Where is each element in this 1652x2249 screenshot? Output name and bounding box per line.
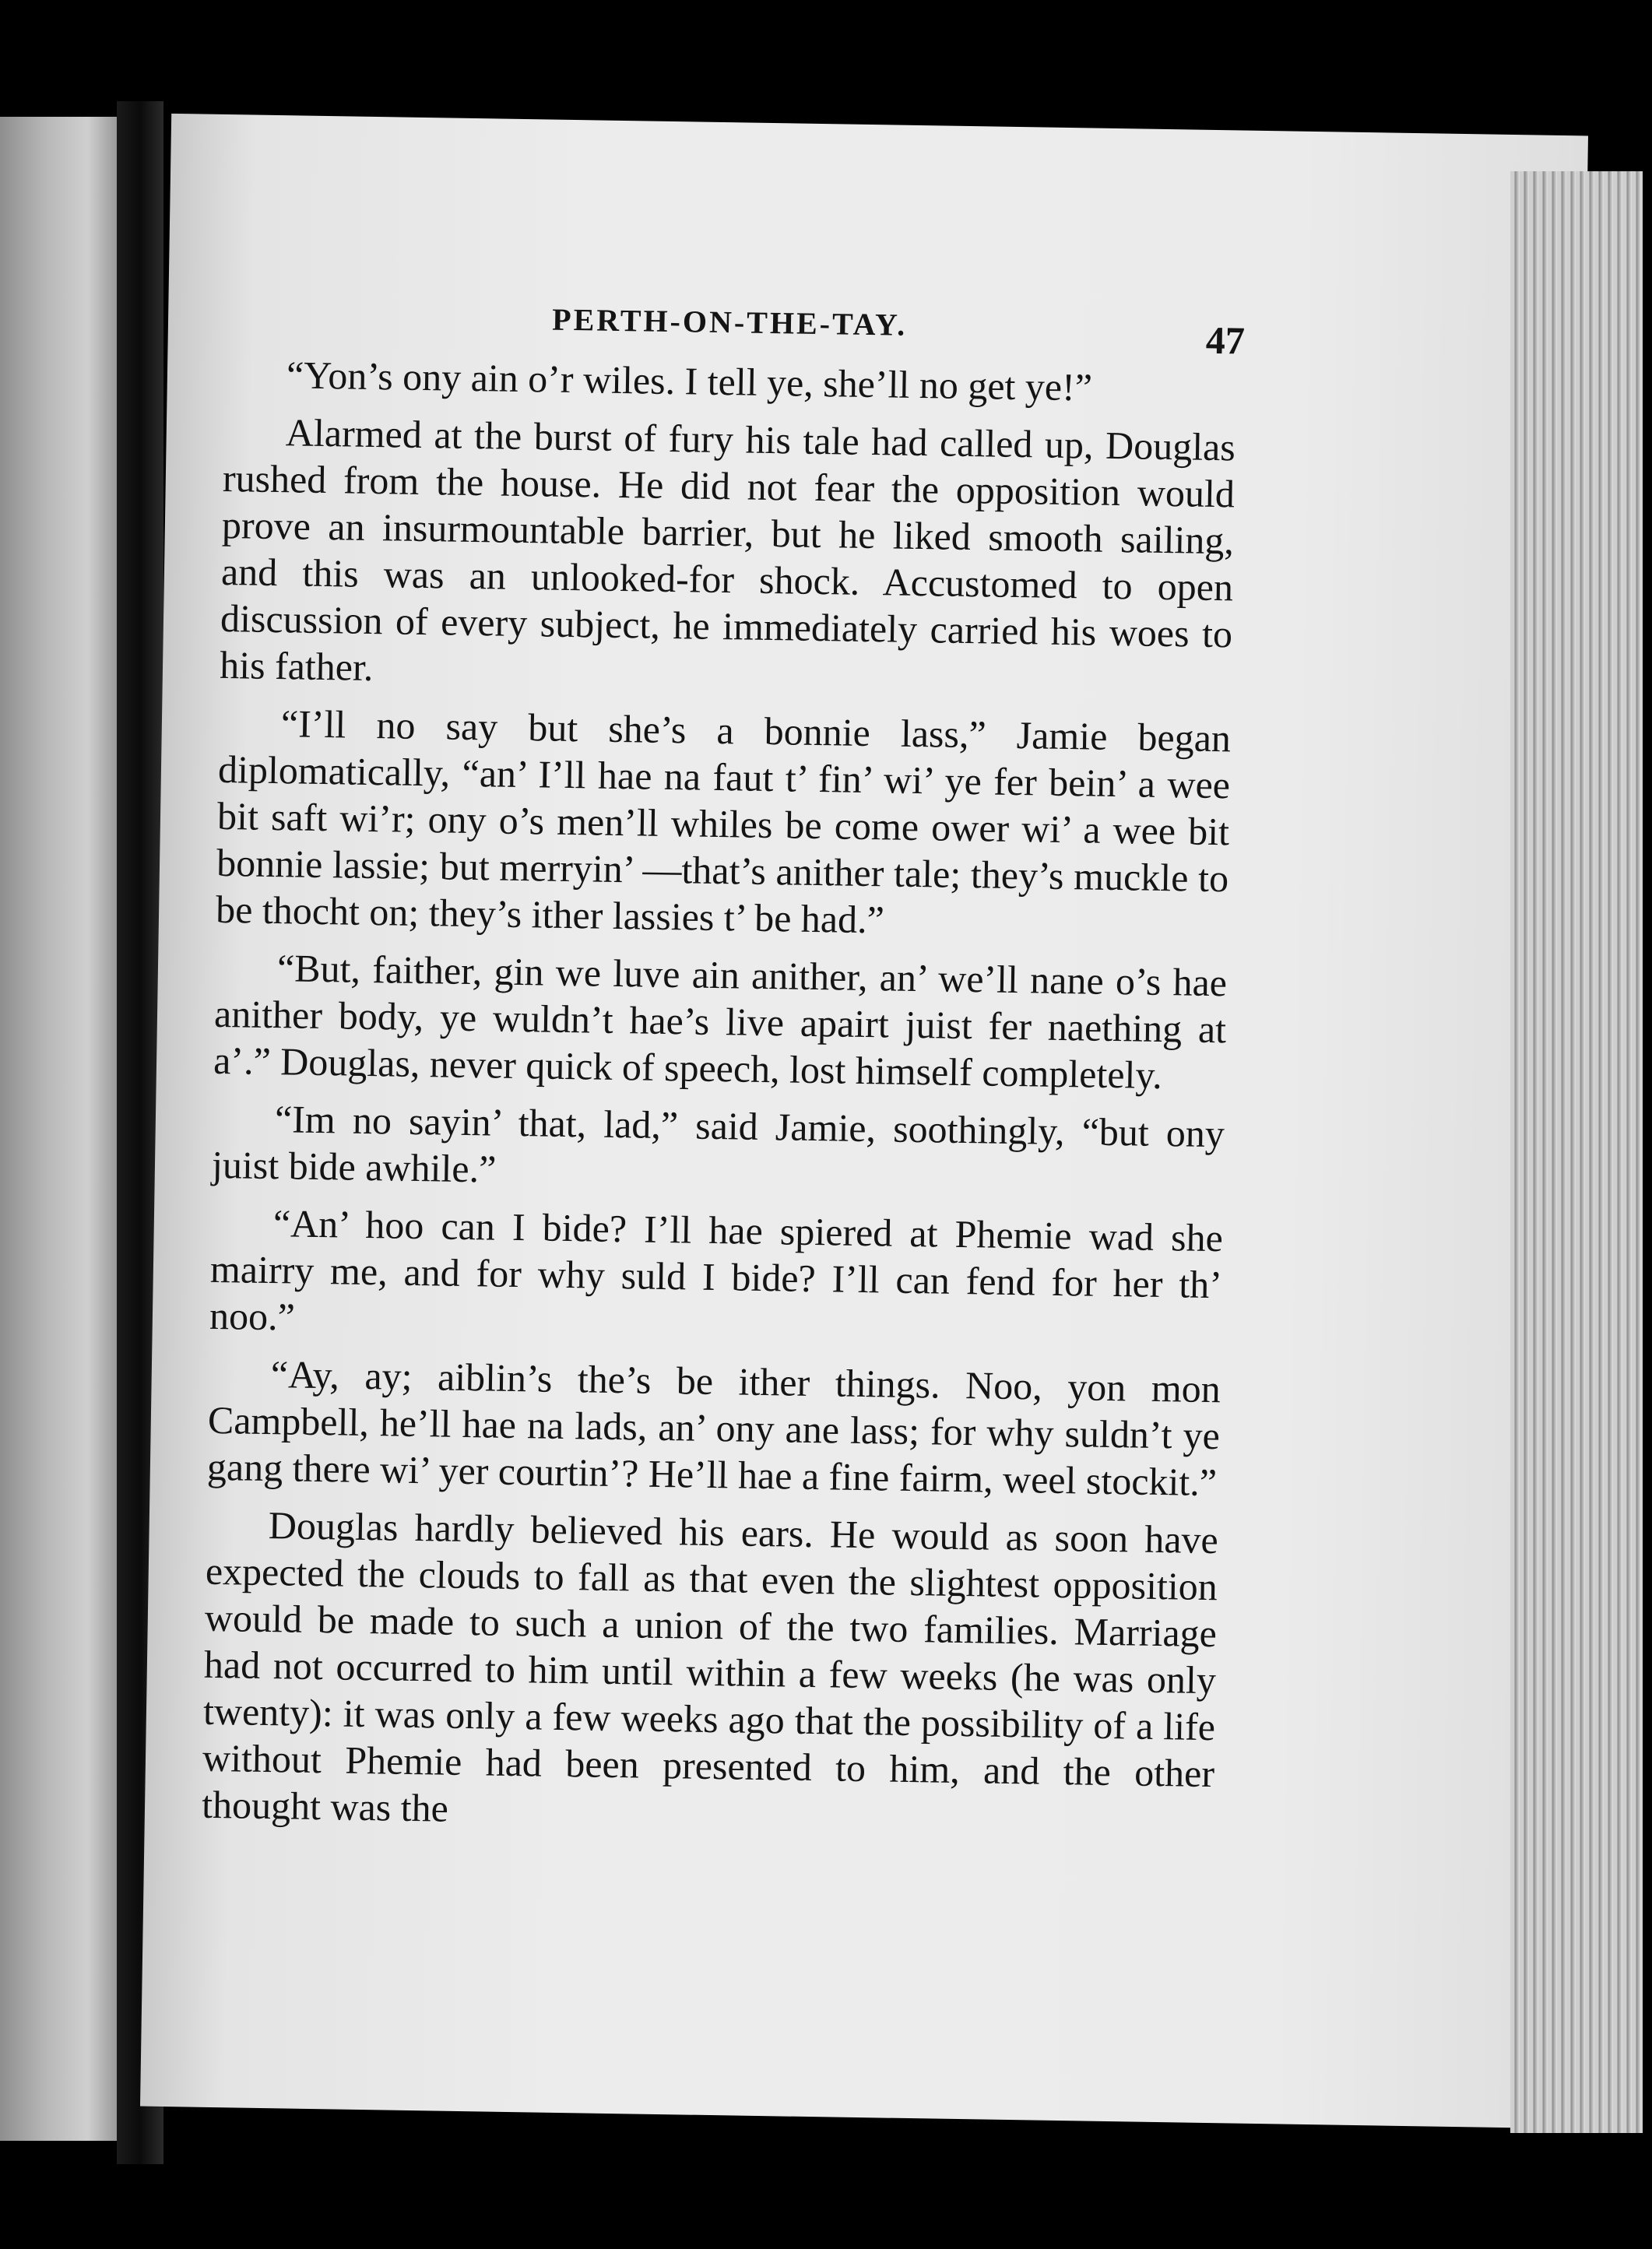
- paragraph: “Yon’s ony ain o’r wiles. I tell ye, she’ll no get ye!”: [286, 353, 1093, 409]
- paragraph: “An’ hoo can I bide? I’ll hae spiered at Phemie wad she mairry me, and for why suld I bide? I’ll can fend for her th’ noo.”: [209, 1201, 1224, 1339]
- page-text: [201, 280, 1246, 1854]
- page-number: 47: [1205, 318, 1246, 363]
- paragraph: “But, faither, gin we luve ain anither, an’ we’ll nane o’s hae anither body, ye wuldn’t hae’s live apairt juist fer naething at a’.” Douglas, never quick of speech, lost himself completely.: [213, 946, 1228, 1098]
- paragraph: Douglas hardly believed his ears. He would as soon have expected the clouds to fall as that even the slightest opposition would be made to such a union of the two families. Marriage had not occurred to him until within a few weeks (he was only twenty): it was only a few weeks ago that the possibility of a life without Phemie had been presented to him, and the other thought was the: [201, 1503, 1219, 1830]
- paragraph: “Ay, ay; aiblin’s the’s be ither things. Noo, yon mon Campbell, he’ll hae na lads, an’ ony ane lass; for why suldn’t ye gang there wi’ yer courtin’? He’ll hae a fine fairm, weel stockit.”: [206, 1352, 1221, 1505]
- paragraph: “I’ll no say but she’s a bonnie lass,” Jamie began diplomatically, “an’ I’ll hae na faut t’ fin’ wi’ ye fer bein’ a wee bit saft wi’r; ony o’s men’ll whiles be come ower wi’ a wee bit bonnie lassie; but merryin’ —that’s anither tale; they’s muckle to be thocht on; they’s ither lassies t’ be had.”: [215, 701, 1232, 942]
- paragraph: Alarmed at the burst of fury his tale had called up, Douglas rushed from the house. He did not fear the opposition would prove an insurmountable barrier, but he liked smooth sailing, and this was an unlooked-for shock. Accustomed to open discussion of every subject, he immediately carried his woes to his father.: [219, 410, 1236, 690]
- paragraph: “Im no sayin’ that, lad,” said Jamie, soothingly, “but ony juist bide awhile.”: [211, 1097, 1225, 1191]
- page-stack-edges: [1510, 171, 1643, 2133]
- left-page-edge: [0, 117, 117, 2141]
- running-head-title: PERTH-ON-THE-TAY.: [551, 301, 908, 343]
